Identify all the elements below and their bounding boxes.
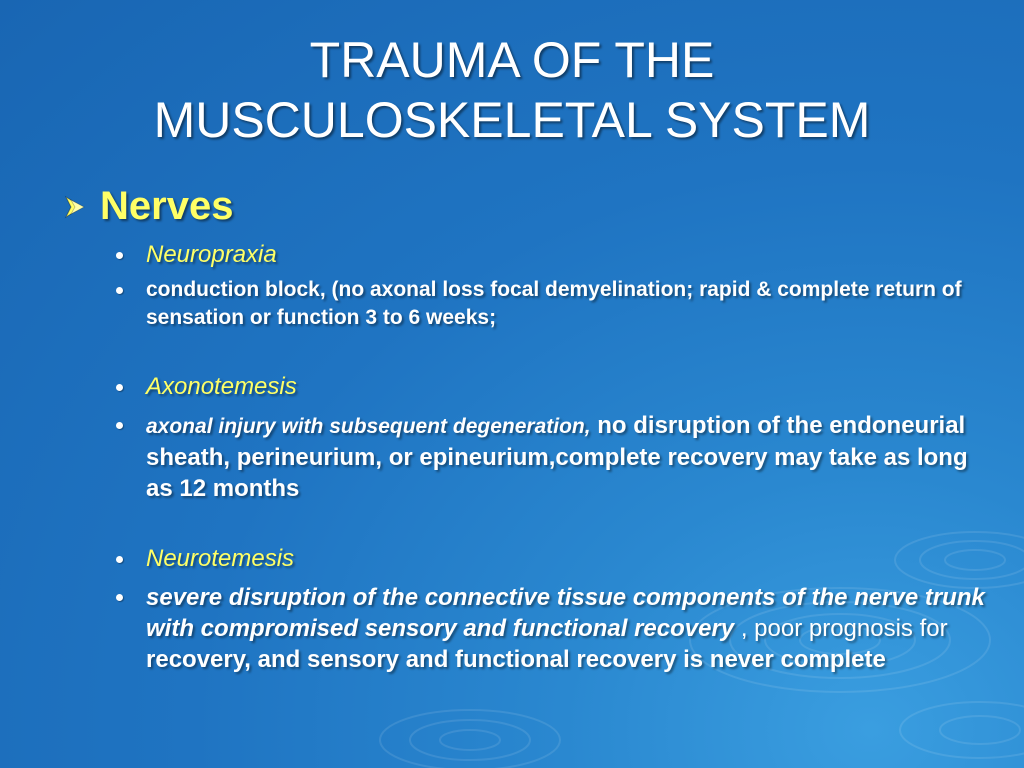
description-plain-text: , poor prognosis for (734, 615, 948, 642)
description-text: conduction block, (no axonal loss focal demyelination; rapid & complete return of sensation or function 3 to 6 weeks; (146, 278, 962, 329)
description-italic-text: severe disruption of the connective tissue components of the nerve trunk with compromised sensory and functional recovery (146, 584, 985, 642)
dot-bullet-icon (116, 422, 123, 429)
list-item-neurotemesis (112, 544, 992, 574)
title-line-2: MUSCULOSKELETAL SYSTEM (153, 92, 871, 148)
term-label: Neurotemesis (146, 545, 295, 572)
dot-bullet-icon (116, 384, 123, 391)
dot-bullet-icon (116, 252, 123, 259)
bullet-list (112, 240, 992, 675)
description-italic-text: axonal injury with subsequent degeneration, (146, 415, 591, 438)
list-item-neurotemesis-description (112, 582, 992, 675)
term-label: Axonotemesis (146, 373, 297, 400)
title-line-1: TRAUMA OF THE (309, 32, 715, 88)
slide-title (40, 30, 984, 150)
section-heading (62, 184, 233, 229)
term-label: Neuropraxia (146, 241, 277, 268)
list-item-neuropraxia (112, 240, 992, 270)
list-item-axonotemesis-description (112, 410, 992, 504)
dot-bullet-icon (116, 556, 123, 563)
dot-bullet-icon (116, 287, 123, 294)
list-item-neuropraxia-description (112, 276, 992, 332)
description-text: no disruption of the endoneurial sheath, perineurium, or epineurium,complete recovery may take as long as 12 months (146, 412, 968, 502)
description-text: recovery, and sensory and functional recovery is never complete (146, 646, 886, 673)
list-item-axonotemesis (112, 372, 992, 402)
heading-nerves: Nerves (100, 184, 234, 228)
arrow-bullet-icon (62, 194, 88, 220)
dot-bullet-icon (116, 594, 123, 601)
